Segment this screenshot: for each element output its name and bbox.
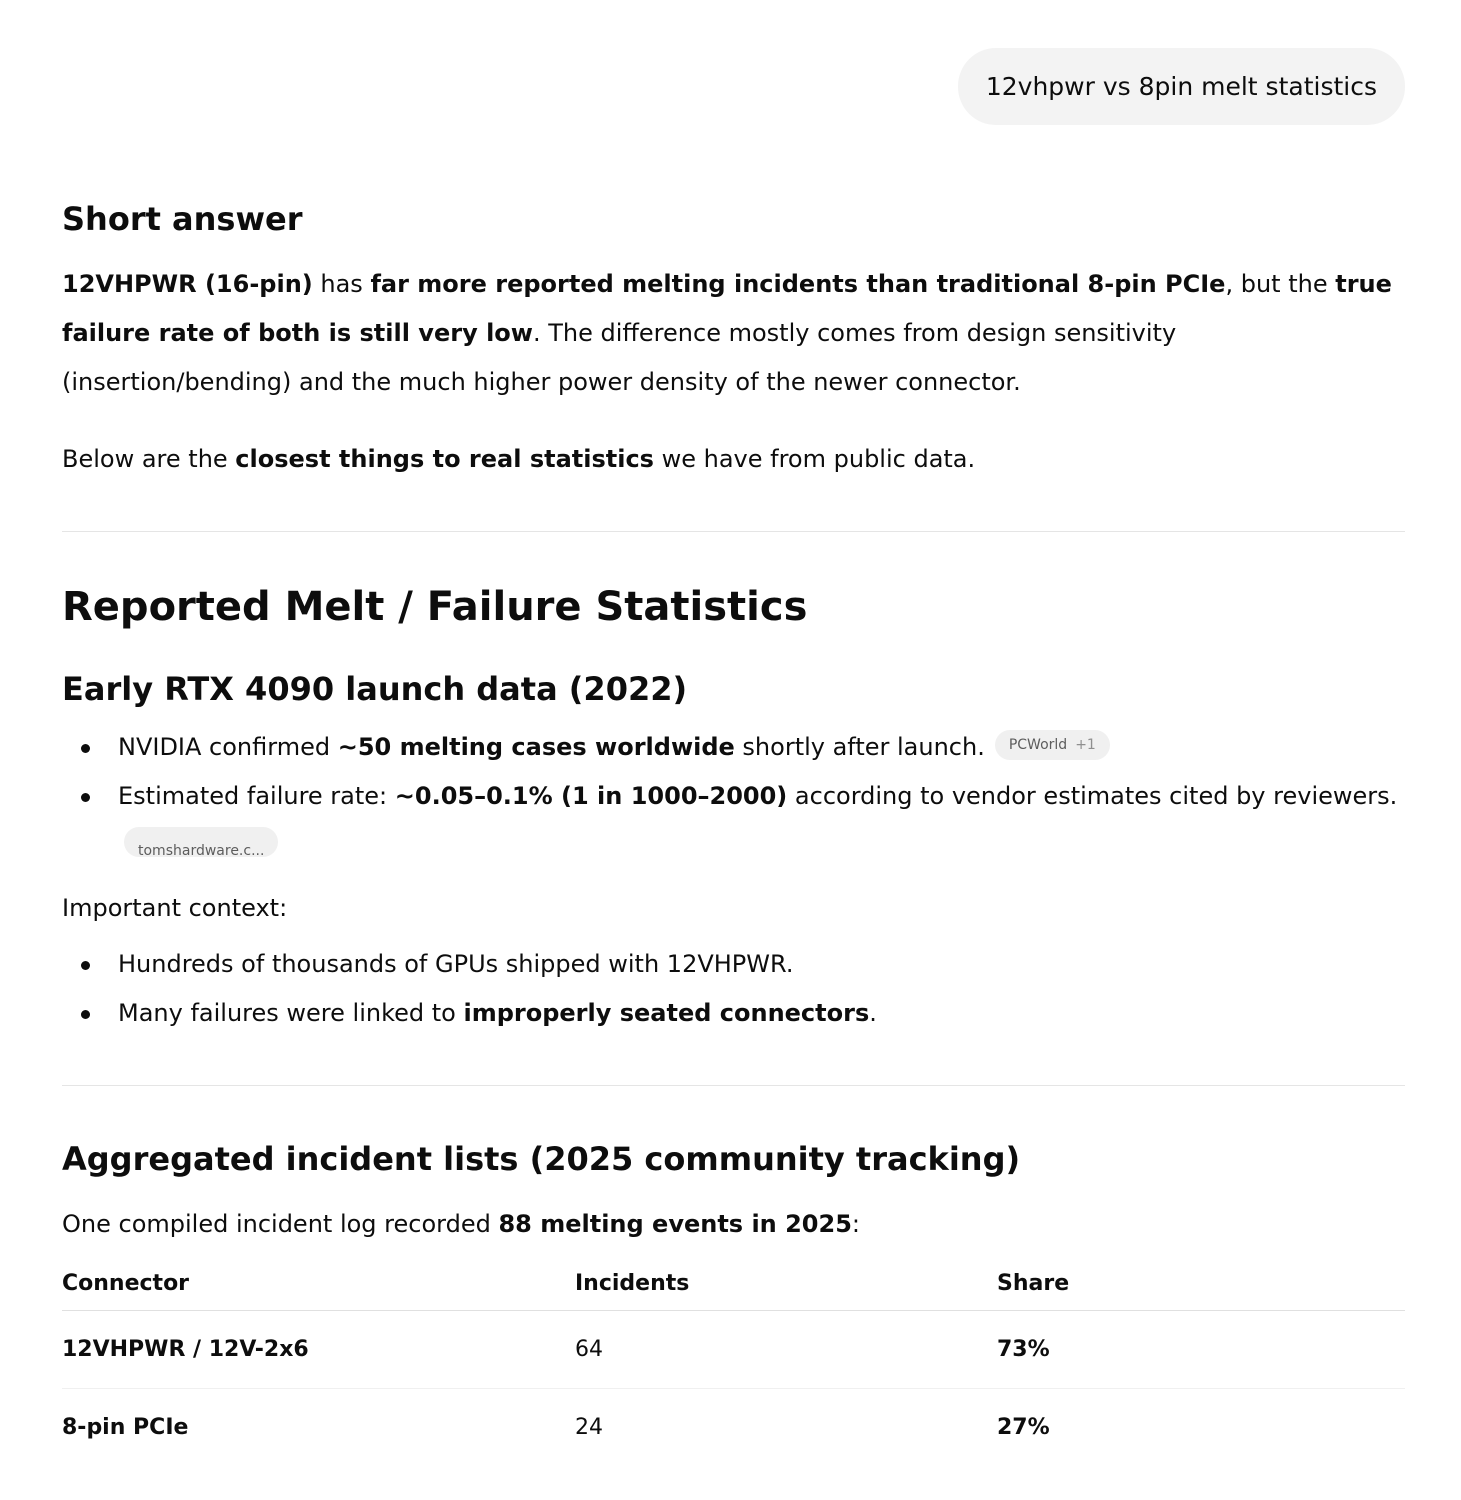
table-row bbox=[62, 1311, 1405, 1389]
text-run: : bbox=[851, 1210, 860, 1238]
bold-text-run: improperly seated connectors bbox=[463, 999, 870, 1027]
bullet-dot bbox=[81, 793, 90, 802]
text-run: . The difference mostly comes from design sensitivity (insertion/bending) and the much higher power density of the newer connector. bbox=[62, 319, 1177, 396]
text-run: . bbox=[869, 999, 877, 1027]
connector-cell: 12VHPWR / 12V-2x6 bbox=[62, 1311, 575, 1389]
launch-data-list bbox=[62, 723, 1405, 857]
list-item bbox=[62, 723, 1405, 772]
bullet-dot bbox=[81, 744, 90, 753]
user-message-bubble bbox=[958, 48, 1405, 125]
table-header-row bbox=[62, 1257, 1405, 1311]
bold-text-run: true failure rate of both is still very low bbox=[62, 270, 1392, 347]
text-run: has bbox=[312, 270, 371, 298]
citation-label: tomshardware.c... bbox=[138, 843, 265, 859]
list-item bbox=[62, 940, 1405, 989]
bold-text-run: 12VHPWR (16-pin) bbox=[62, 270, 313, 298]
list-item bbox=[62, 772, 1405, 857]
column-header-connector: Connector bbox=[62, 1257, 575, 1311]
rtx4090-subheading: Early RTX 4090 launch data (2022) bbox=[62, 670, 688, 708]
bold-text-run: closest things to real statistics bbox=[235, 445, 654, 473]
text-run: , but the bbox=[1225, 270, 1336, 298]
table-row bbox=[62, 1389, 1405, 1467]
list-item-text bbox=[118, 999, 877, 1027]
text-run: Below are the bbox=[62, 445, 236, 473]
section-divider bbox=[62, 531, 1405, 532]
connector-cell: 8-pin PCIe bbox=[62, 1415, 189, 1440]
citation-pcworld[interactable] bbox=[995, 730, 1110, 760]
bullet-dot bbox=[81, 961, 90, 970]
incidents-cell: 64 bbox=[575, 1311, 997, 1389]
aggregated-heading: Aggregated incident lists (2025 community tracking) bbox=[62, 1140, 1021, 1178]
user-message-text: 12vhpwr vs 8pin melt statistics bbox=[985, 72, 1377, 101]
text-run: Hundreds of thousands of GPUs shipped with 12VHPWR. bbox=[118, 950, 794, 978]
share-cell: 27% bbox=[997, 1415, 1050, 1440]
list-item-text bbox=[118, 782, 1397, 810]
short-answer-heading: Short answer bbox=[62, 200, 303, 238]
statistics-intro-paragraph bbox=[62, 435, 1405, 484]
list-item bbox=[62, 989, 1405, 1038]
text-run: One compiled incident log recorded bbox=[62, 1210, 499, 1238]
citation-label: PCWorld bbox=[1008, 736, 1068, 753]
citation-extra-count: +1 bbox=[1075, 736, 1096, 753]
bold-text-run: 88 melting events in 2025 bbox=[498, 1210, 852, 1238]
bold-text-run: ~0.05–0.1% (1 in 1000–2000) bbox=[394, 782, 788, 810]
text-run: shortly after launch. bbox=[734, 733, 985, 761]
aggregated-intro bbox=[62, 1200, 1405, 1249]
bold-text-run: far more reported melting incidents than traditional 8-pin PCIe bbox=[370, 270, 1226, 298]
short-answer-paragraph bbox=[62, 260, 1405, 407]
column-header-incidents: Incidents bbox=[575, 1257, 997, 1311]
share-cell: 73% bbox=[997, 1311, 1405, 1389]
context-list bbox=[62, 940, 1405, 1038]
list-item-text bbox=[118, 950, 793, 978]
bold-text-run: ~50 melting cases worldwide bbox=[337, 733, 735, 761]
text-run: Many failures were linked to bbox=[118, 999, 464, 1027]
text-run: NVIDIA confirmed bbox=[118, 733, 338, 761]
incident-table bbox=[62, 1257, 1405, 1466]
text-run: according to vendor estimates cited by reviewers. bbox=[787, 782, 1398, 810]
column-header-share: Share bbox=[997, 1257, 1405, 1311]
bullet-dot bbox=[81, 1010, 90, 1019]
section-divider bbox=[62, 1085, 1405, 1086]
text-run: we have from public data. bbox=[653, 445, 976, 473]
incidents-cell: 24 bbox=[575, 1415, 603, 1440]
list-item-text bbox=[118, 733, 985, 761]
context-label: Important context: bbox=[62, 894, 288, 922]
citation-tomshardware[interactable] bbox=[124, 827, 278, 857]
stats-section-heading: Reported Melt / Failure Statistics bbox=[62, 584, 808, 630]
text-run: Estimated failure rate: bbox=[118, 782, 395, 810]
